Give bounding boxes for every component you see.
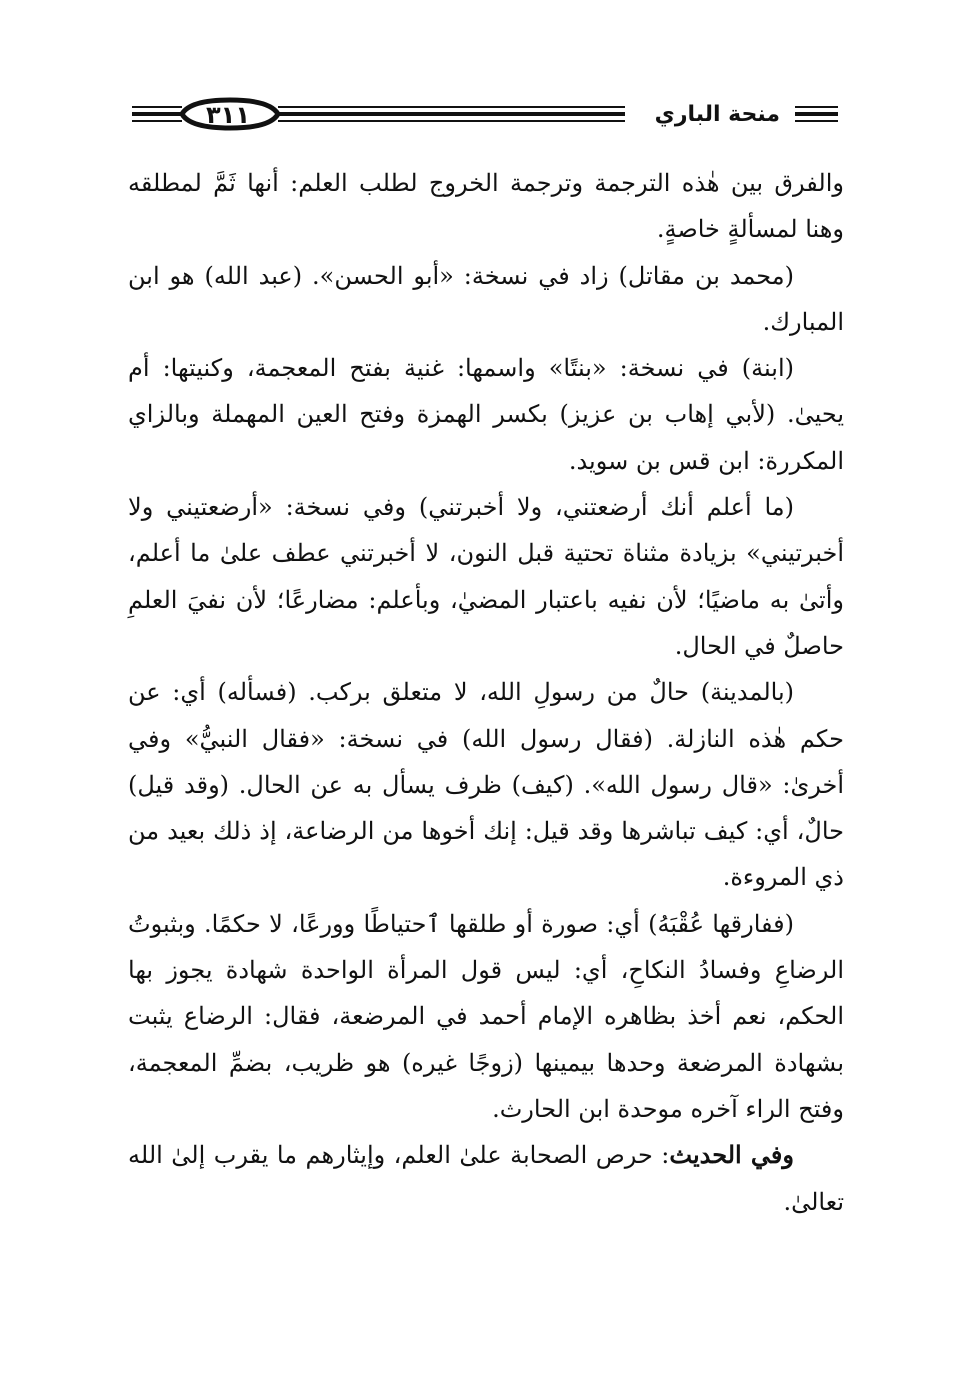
paragraph-2 — [128, 253, 844, 346]
paragraph-text: (بالمدينة) حالٌ من رسولِ الله، لا متعلق بركب. (فسأله) أي: عن حكم هٰذه النازلة. (فقال رسول الله) في نسخة: «فقال النبيُّ» وفي أخرىٰ: «قال رسول الله». (كيف) ظرف يسأل به عن الحال. (وقد قيل) حالٌ، أي: كيف تباشرها وقد قيل: إنك أخوها من الرضاعة، إذ ذلك بعيد من ذي المروءة. — [128, 678, 844, 892]
paragraph-4 — [128, 484, 844, 669]
text-body — [128, 160, 844, 1225]
paragraph-3 — [128, 345, 844, 484]
paragraph-text: (ما أعلم أنك أرضعتني، ولا أخبرتني) وفي نسخة: «أرضعتيني ولا أخبرتيني» بزيادة مثناة تحتية قبل النون، لا أخبرتني عطف علىٰ ما أعلم، وأتىٰ به ماضيًا؛ لأن نفيه باعتبار المضيٰ، وبأعلم: مضارعًا؛ لأن نفيَ العلمِ حاصلٌ في الحال. — [128, 493, 845, 660]
paragraph-7 — [128, 1132, 844, 1225]
paragraph-text: (ففارقها عُقْبَهُ) أي: صورة أو طلقها ٱحتياطًا وورعًا، لا حكمًا. وبثبوتُ الرضاعِ وفسادُ النكاحِ، أي: ليس قول المرأة الواحدة شهادة يجوز بها الحكم، نعم أخذ بظاهره الإمام أحمد في المرضعة، فقال: الرضاع يثبت بشهادة المرضعة وحدها بيمينها (زوجًا غيره) هو ظريب، بضمِّ المعجمة، وفتح الراء آخره موحدة ابن الحارث. — [128, 909, 844, 1123]
page-header — [130, 92, 840, 138]
paragraph-lead: وفي الحديث — [669, 1140, 794, 1170]
paragraph-text: والفرق بين هٰذه الترجمة وترجمة الخروج لطلب العلم: أنها ثَمَّ لمطلقه وهنا لمسألةٍ خاصةٍ. — [128, 169, 844, 244]
paragraph-text: (محمد بن مقاتل) زاد في نسخة: «أبو الحسن». (عبد الله) هو ابن المبارك. — [128, 261, 844, 336]
paragraph-6 — [128, 901, 844, 1132]
book-title: منحة الباري — [654, 102, 780, 127]
paragraph-text: (ابنة) في نسخة: «بنتًا» واسمها: غنية بفتح المعجمة، وكنيتها: أم يحيىٰ. (لأبي إهاب بن عزيز) بكسر الهمزة وفتح العين المهملة وبالزاي المكررة: ابن قس بن سويد. — [128, 354, 844, 475]
paragraph-text: : حرص الصحابة علىٰ العلم، وإيثارهم ما يقرب إلىٰ الله تعالىٰ. — [128, 1141, 844, 1216]
paragraph-5 — [128, 669, 844, 900]
paragraph-1 — [128, 160, 844, 253]
page-number: ٣١١ — [206, 101, 250, 129]
